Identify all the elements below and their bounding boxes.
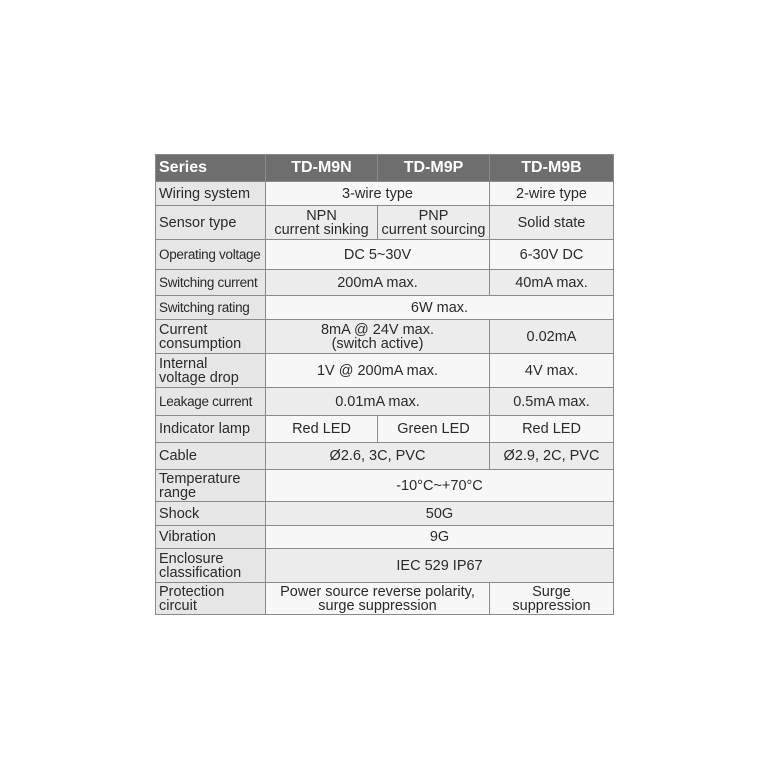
cell-m9b: 0.5mA max. bbox=[490, 388, 614, 416]
label-line: classification bbox=[159, 564, 242, 581]
row-sensor-type bbox=[156, 206, 614, 240]
row-label: Wiring system bbox=[156, 182, 266, 206]
label-line: circuit bbox=[159, 597, 197, 614]
cell-m9b: 2-wire type bbox=[490, 182, 614, 206]
cell-m9n-m9p: 200mA max. bbox=[266, 270, 490, 296]
header-td-m9n: TD-M9N bbox=[266, 155, 378, 182]
cell-all: -10°C~+70°C bbox=[266, 470, 614, 502]
row-label bbox=[156, 549, 266, 583]
row-current-consumption bbox=[156, 320, 614, 354]
row-label: Indicator lamp bbox=[156, 416, 266, 443]
row-protection-circuit bbox=[156, 583, 614, 615]
cell-m9p: Green LED bbox=[378, 416, 490, 443]
cell-line: PNP bbox=[418, 207, 449, 224]
label-line: Enclosure bbox=[159, 550, 224, 567]
row-vibration bbox=[156, 526, 614, 549]
label-line: Internal bbox=[159, 355, 208, 372]
cell-m9n-m9p: DC 5~30V bbox=[266, 240, 490, 270]
cell-m9n-m9p bbox=[266, 583, 490, 615]
cell-m9n-m9p bbox=[266, 320, 490, 354]
label-line: voltage drop bbox=[159, 369, 239, 386]
row-leakage-current bbox=[156, 388, 614, 416]
label-line: Current bbox=[159, 321, 208, 338]
cell-line: suppression bbox=[512, 597, 591, 614]
cell-m9n: Red LED bbox=[266, 416, 378, 443]
row-label bbox=[156, 320, 266, 354]
cell-m9n bbox=[266, 206, 378, 240]
spec-table bbox=[155, 154, 614, 615]
row-label bbox=[156, 470, 266, 502]
cell-m9p bbox=[378, 206, 490, 240]
row-cable bbox=[156, 443, 614, 470]
header-series: Series bbox=[156, 155, 266, 182]
row-temperature-range bbox=[156, 470, 614, 502]
row-label: Switching current bbox=[156, 270, 266, 296]
label-line: Temperature bbox=[159, 470, 241, 487]
row-indicator-lamp bbox=[156, 416, 614, 443]
cell-m9b bbox=[490, 583, 614, 615]
cell-all: 50G bbox=[266, 502, 614, 526]
label-line: Protection bbox=[159, 583, 225, 600]
row-operating-voltage bbox=[156, 240, 614, 270]
row-label bbox=[156, 354, 266, 388]
label-line: range bbox=[159, 484, 197, 501]
cell-m9b: Solid state bbox=[490, 206, 614, 240]
cell-m9b: Ø2.9, 2C, PVC bbox=[490, 443, 614, 470]
cell-line: 8mA @ 24V max. bbox=[320, 321, 435, 338]
cell-line: Surge bbox=[532, 583, 571, 600]
header-row bbox=[156, 155, 614, 182]
cell-m9n-m9p: 3-wire type bbox=[266, 182, 490, 206]
cell-line: NPN bbox=[306, 207, 337, 224]
row-enclosure-classification bbox=[156, 549, 614, 583]
row-label: Operating voltage bbox=[156, 240, 266, 270]
row-shock bbox=[156, 502, 614, 526]
cell-all: IEC 529 IP67 bbox=[266, 549, 614, 583]
row-label: Sensor type bbox=[156, 206, 266, 240]
cell-line: (switch active) bbox=[331, 335, 424, 352]
row-internal-voltage-drop bbox=[156, 354, 614, 388]
row-label: Switching rating bbox=[156, 296, 266, 320]
row-switching-current bbox=[156, 270, 614, 296]
header-td-m9p: TD-M9P bbox=[378, 155, 490, 182]
row-switching-rating bbox=[156, 296, 614, 320]
cell-m9b: 0.02mA bbox=[490, 320, 614, 354]
row-label: Cable bbox=[156, 443, 266, 470]
cell-m9n-m9p: 0.01mA max. bbox=[266, 388, 490, 416]
cell-line: surge suppression bbox=[318, 597, 437, 614]
cell-m9b: 40mA max. bbox=[490, 270, 614, 296]
cell-line: current sourcing bbox=[381, 221, 486, 238]
row-label: Vibration bbox=[156, 526, 266, 549]
cell-m9b: Red LED bbox=[490, 416, 614, 443]
cell-line: Power source reverse polarity, bbox=[280, 583, 475, 600]
cell-m9n-m9p: 1V @ 200mA max. bbox=[266, 354, 490, 388]
cell-m9n-m9p: Ø2.6, 3C, PVC bbox=[266, 443, 490, 470]
cell-m9b: 4V max. bbox=[490, 354, 614, 388]
cell-all: 9G bbox=[266, 526, 614, 549]
cell-all: 6W max. bbox=[266, 296, 614, 320]
header-td-m9b: TD-M9B bbox=[490, 155, 614, 182]
cell-line: current sinking bbox=[274, 221, 369, 238]
cell-m9b: 6-30V DC bbox=[490, 240, 614, 270]
label-line: consumption bbox=[159, 335, 242, 352]
row-label: Leakage current bbox=[156, 388, 266, 416]
row-label: Shock bbox=[156, 502, 266, 526]
row-wiring-system bbox=[156, 182, 614, 206]
row-label bbox=[156, 583, 266, 615]
